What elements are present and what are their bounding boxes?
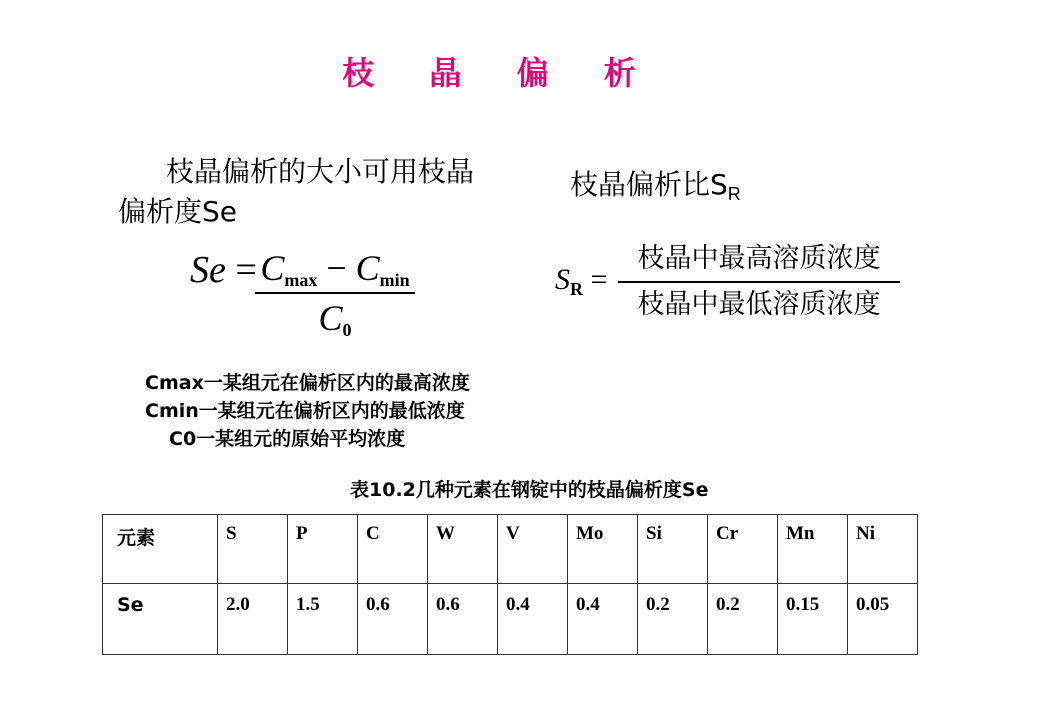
value-cell: 0.6 — [358, 584, 428, 655]
value-cell: 0.15 — [778, 584, 848, 655]
page-title: 枝 晶 偏 析 — [342, 54, 658, 92]
cmin-c: C — [355, 248, 380, 288]
table-value-row — [103, 584, 918, 655]
sr-denominator: 枝晶中最低溶质浓度 — [637, 289, 881, 320]
value-cell: 2.0 — [218, 584, 288, 655]
table-header-row — [103, 515, 918, 584]
intro-line-1: 枝晶偏析的大小可用枝晶 — [166, 155, 475, 188]
definition-c0: C0一某组元的原始平均浓度 — [169, 428, 406, 450]
value-cell: 0.4 — [498, 584, 568, 655]
segregation-ratio-label — [570, 163, 741, 205]
value-cell: 0.2 — [708, 584, 778, 655]
ratio-label-subscript: R — [727, 184, 741, 204]
se-fraction-bar — [255, 292, 415, 294]
table-row-label: Se — [103, 584, 218, 655]
se-formula-fraction — [255, 246, 415, 350]
se-equals: = — [235, 249, 257, 291]
sr-formula-fraction — [618, 240, 900, 324]
cmax-c: C — [260, 248, 285, 288]
c0-sub: 0 — [342, 320, 352, 340]
c0-c: C — [318, 298, 343, 338]
element-cell: P — [288, 515, 358, 584]
se-formula-lhs — [190, 248, 257, 292]
intro-text — [118, 152, 538, 232]
element-cell: Mn — [778, 515, 848, 584]
element-cell: Si — [638, 515, 708, 584]
table-header-label: 元素 — [103, 515, 218, 584]
value-cell: 0.6 — [428, 584, 498, 655]
element-cell: W — [428, 515, 498, 584]
intro-line-2: 偏析度Se — [118, 195, 238, 228]
sr-formula-lhs — [555, 263, 607, 300]
minus-sign: − — [326, 248, 347, 288]
se-symbol: Se — [190, 249, 226, 291]
element-cell: S — [218, 515, 288, 584]
value-cell: 1.5 — [288, 584, 358, 655]
element-cell: Cr — [708, 515, 778, 584]
element-cell: Ni — [848, 515, 918, 584]
value-cell: 0.05 — [848, 584, 918, 655]
definition-cmax: Cmax一某组元在偏析区内的最高浓度 — [145, 372, 470, 394]
ratio-label-text: 枝晶偏析比S — [570, 168, 728, 201]
value-cell: 0.4 — [568, 584, 638, 655]
definitions — [145, 369, 470, 453]
cmin-sub: min — [379, 270, 410, 290]
sr-symbol-sub: R — [570, 279, 583, 299]
definition-cmin: Cmin一某组元在偏析区内的最低浓度 — [145, 400, 465, 422]
element-cell: Mo — [568, 515, 638, 584]
sr-numerator: 枝晶中最高溶质浓度 — [637, 243, 881, 274]
sr-equals: = — [590, 263, 608, 296]
cmax-sub: max — [284, 270, 318, 290]
segregation-table — [102, 514, 918, 655]
sr-symbol: S — [555, 263, 570, 296]
value-cell: 0.2 — [638, 584, 708, 655]
element-cell: V — [498, 515, 568, 584]
se-numerator — [255, 246, 415, 290]
se-denominator — [255, 298, 415, 350]
element-cell: C — [358, 515, 428, 584]
sr-fraction-bar — [618, 281, 900, 283]
table-caption: 表10.2几种元素在钢锭中的枝晶偏析度Se — [350, 479, 709, 501]
